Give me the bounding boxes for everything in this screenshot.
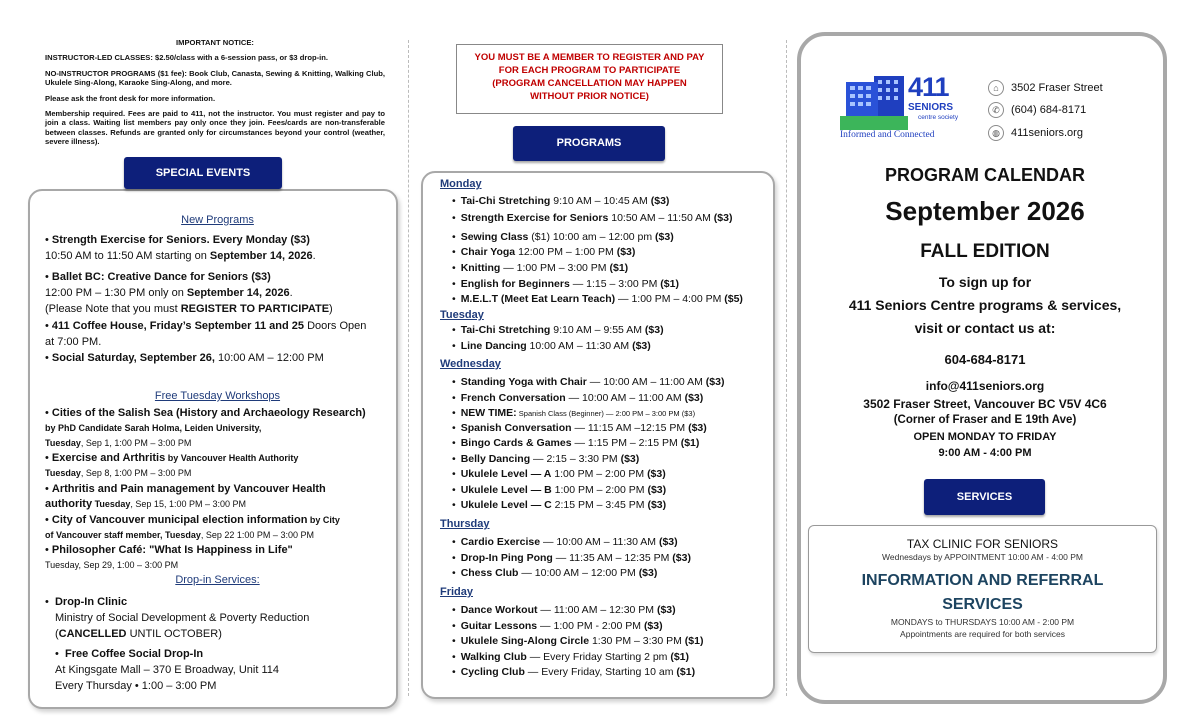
np1-time: 10:50 AM to 11:50 AM starting on xyxy=(45,250,210,262)
np4-title: Social Saturday, September 26, xyxy=(51,352,215,364)
phone-icon: ✆ xyxy=(988,102,1004,118)
column-divider-left xyxy=(408,40,409,696)
workshop-5: • Philosopher Café: "What Is Happiness in Life" Tuesday, Sep 29, 1:00 – 3:00 PM xyxy=(45,543,390,573)
w1-time: , Sep 1, 1:00 PM – 3:00 PM xyxy=(80,438,192,448)
day-wednesday: Wednesday xyxy=(440,358,501,370)
program-item: • Line Dancing 10:00 AM – 11:30 AM ($3) xyxy=(452,340,651,353)
program-item: • M.E.L.T (Meet Eat Learn Teach) — 1:00 PM – 4:00 PM ($5) xyxy=(452,293,743,306)
dropin-clinic: • Drop-In Clinic Ministry of Social Development & Poverty Reduction (CANCELLED UNTIL OCTOBER) xyxy=(45,594,390,642)
program-item: • Guitar Lessons — 1:00 PM - 2:00 PM ($3) xyxy=(452,620,663,633)
contact-address: 3502 Fraser Street xyxy=(1011,82,1103,94)
w1-day: Tuesday xyxy=(45,438,81,448)
program-item: • Tai-Chi Stretching 9:10 AM – 10:45 AM ($3) xyxy=(452,195,669,208)
day-thursday: Thursday xyxy=(440,518,490,530)
new-programs-heading: New Programs xyxy=(181,214,254,226)
np2-time: 12:00 PM – 1:30 PM only on xyxy=(45,287,187,299)
program-item-new-time: • NEW TIME: Spanish Class (Beginner) — 2:00 PM – 3:00 PM ($3) xyxy=(452,407,695,420)
d2-title: Free Coffee Social Drop-In xyxy=(64,648,204,660)
workshop-1: • Cities of the Salish Sea (History and Archaeology Research) by PhD Candidate Sarah Holma, Leiden University, Tuesday, Sep 1, 1:00 PM – 3:00 PM xyxy=(45,407,366,448)
w4-time: , Sep 22 1:00 PM – 3:00 PM xyxy=(200,530,314,540)
day-monday: Monday xyxy=(440,178,482,190)
program-item: • Standing Yoga with Chair — 10:00 AM – 11:00 AM ($3) xyxy=(452,376,724,389)
notice-membership: Membership required. Fees are paid to 411, not the instructor. You must register and pay to join a class. Waiting list members pay only once they join. Fees/cards are non-transferable between classes. Refunds are granted only for circumstances beyond your control (weather, severe illness). xyxy=(45,109,385,147)
workshops-heading: Free Tuesday Workshops xyxy=(154,390,281,402)
w1-title: Cities of the Salish Sea (History and Archaeology Research) xyxy=(51,407,366,419)
info-referral-title-1: INFORMATION AND REFERRAL xyxy=(861,572,1104,589)
signup-line-1: To sign up for xyxy=(938,274,1032,290)
calendar-edition: FALL EDITION xyxy=(920,241,1050,262)
w3-day: Tuesday xyxy=(92,499,131,509)
calendar-month: September 2026 xyxy=(885,196,1085,226)
w5-time: Tuesday, Sep 29, 1:00 – 3:00 PM xyxy=(45,560,179,570)
np4-time: 10:00 AM – 12:00 PM xyxy=(214,352,324,364)
contact-address-row xyxy=(988,80,1103,96)
w3-authority: authority xyxy=(45,498,93,510)
seniors-logo xyxy=(840,72,970,142)
program-item: • Chair Yoga 12:00 PM – 1:00 PM ($3) xyxy=(452,246,635,259)
np2-title: Ballet BC: Creative Dance for Seniors ($3) xyxy=(51,271,271,283)
dropin-heading: Drop-in Services: xyxy=(175,574,260,586)
program-item: • Ukulele Level — C 2:15 PM – 3:45 PM ($3) xyxy=(452,499,666,512)
np2-register: REGISTER TO PARTICIPATE xyxy=(180,303,330,315)
d1-until: UNTIL OCTOBER) xyxy=(126,628,222,640)
program-item: • Walking Club — Every Friday Starting 2 pm ($1) xyxy=(452,651,689,664)
d1-cancelled: CANCELLED xyxy=(58,628,127,640)
np1-date: September 14, 2026 xyxy=(209,250,313,262)
services-label: SERVICES xyxy=(924,479,1045,515)
programs-label: PROGRAMS xyxy=(513,126,665,161)
signup-line-3: visit or contact us at: xyxy=(914,320,1056,336)
contact-phone: (604) 684-8171 xyxy=(1011,104,1087,116)
w2-by: by Vancouver Health Authority xyxy=(165,453,299,463)
np2-note: (Please Note that you must xyxy=(45,303,181,315)
important-notice xyxy=(45,38,385,153)
program-item: • Drop-In Ping Pong — 11:35 AM – 12:35 PM ($3) xyxy=(452,552,691,565)
np3-title: 411 Coffee House xyxy=(51,320,144,332)
program-item: • Tai-Chi Stretching 9:10 AM – 9:55 AM ($3) xyxy=(452,324,664,337)
info-referral-title-2: SERVICES xyxy=(942,596,1023,613)
program-item: • Knitting — 1:00 PM – 3:00 PM ($1) xyxy=(452,262,628,275)
logo-name: SENIORS xyxy=(908,102,954,113)
contact-website[interactable]: 411seniors.org xyxy=(1011,127,1083,139)
logo-sub: centre society xyxy=(918,114,959,121)
special-events-label: SPECIAL EVENTS xyxy=(124,157,282,189)
w4-title: City of Vancouver municipal election information xyxy=(51,514,308,526)
calendar-email[interactable]: info@411seniors.org xyxy=(925,379,1045,393)
program-item: • Bingo Cards & Games — 1:15 PM – 2:15 PM ($1) xyxy=(452,437,699,450)
calendar-corner: (Corner of Fraser and E 19th Ave) xyxy=(893,414,1077,426)
program-item: • Cycling Club — Every Friday, Starting 10 am ($1) xyxy=(452,666,695,679)
workshop-2: • Exercise and Arthritis by Vancouver Health Authority Tuesday, Sep 8, 1:00 PM – 3:00 PM xyxy=(45,452,299,478)
member-line-3: (PROGRAM CANCELLATION MAY HAPPEN xyxy=(492,78,687,89)
w2-time: , Sep 8, 1:00 PM – 3:00 PM xyxy=(80,468,192,478)
column-divider-right xyxy=(786,40,787,696)
workshop-4: • City of Vancouver municipal election information by City of Vancouver staff member, Tuesday, Sep 22 1:00 PM – 3:00 PM xyxy=(45,514,340,540)
logo-tagline: Informed and Connected xyxy=(840,130,935,140)
member-line-2: FOR EACH PROGRAM TO PARTICIPATE xyxy=(498,65,681,76)
day-friday: Friday xyxy=(440,586,474,598)
new-program-3: • 411 Coffee House, Friday’s September 11 and 25 Doors Open at 7:00 PM. xyxy=(45,318,390,350)
new-program-2: • Ballet BC: Creative Dance for Seniors ($3) 12:00 PM – 1:30 PM only on September 14, 2026. (Please Note that you must REGISTER TO PARTICIPATE) xyxy=(45,271,333,315)
program-item: • French Conversation — 10:00 AM – 11:00 AM ($3) xyxy=(452,392,703,405)
logo-number: 411 xyxy=(908,72,949,102)
program-item: • Chess Club — 10:00 AM – 12:00 PM ($3) xyxy=(452,567,657,580)
workshop-3: • Arthritis and Pain management by Vancouver Health authority Tuesday, Sep 15, 1:00 PM – 3:00 PM xyxy=(45,483,326,510)
signup-line-2: 411 Seniors Centre programs & services, xyxy=(848,297,1122,313)
notice-no-instructor: NO-INSTRUCTOR PROGRAMS ($1 fee): Book Club, Canasta, Sewing & Knitting, Walking Club, Ukulele Sing-Along, Karaoke Sing-Along, and more. xyxy=(45,68,385,88)
contact-web-row[interactable] xyxy=(988,125,1083,141)
contact-phone-row xyxy=(988,102,1086,118)
w4-staff: of Vancouver staff member, Tuesday xyxy=(45,530,201,540)
calendar-address: 3502 Fraser Street, Vancouver BC V5V 4C6 xyxy=(863,397,1107,411)
new-program-1: • Strength Exercise for Seniors. Every Monday ($3) 10:50 AM to 11:50 AM starting on September 14, 2026. xyxy=(45,234,316,262)
w2-day: Tuesday xyxy=(45,468,81,478)
info-referral-note: Appointments are required for both services xyxy=(900,629,1065,639)
program-item: • Ukulele Level — A 1:00 PM – 2:00 PM ($3) xyxy=(452,468,666,481)
program-item: • Belly Dancing — 2:15 – 3:30 PM ($3) xyxy=(452,453,639,466)
d1-ministry: Ministry of Social Development & Poverty Reduction xyxy=(55,612,310,624)
np3-dates-a: , Friday’s September 11 and 25 xyxy=(143,320,305,332)
calendar-open: OPEN MONDAY TO FRIDAY xyxy=(913,431,1057,443)
w1-by: by PhD Candidate Sarah Holma, Leiden University, xyxy=(45,423,262,433)
globe-icon: ◍ xyxy=(988,125,1004,141)
tax-clinic-title: TAX CLINIC FOR SENIORS xyxy=(906,537,1059,551)
dropin-coffee: • Free Coffee Social Drop-In At Kingsgate Mall – 370 E Broadway, Unit 114 Every Thursday • 1:00 – 3:00 PM xyxy=(45,646,390,694)
member-notice xyxy=(456,44,723,114)
program-item: • Sewing Class ($1) 10:00 am – 12:00 pm ($3) xyxy=(452,231,674,244)
program-item: • Strength Exercise for Seniors 10:50 AM – 11:50 AM ($3) xyxy=(452,212,732,225)
calendar-heading: PROGRAM CALENDAR xyxy=(885,165,1085,185)
w4-by: by City xyxy=(307,515,340,525)
program-item: • Dance Workout — 11:00 AM – 12:30 PM ($3) xyxy=(452,604,676,617)
w5-title: Philosopher Café: "What Is Happiness in Life" xyxy=(51,544,293,556)
np1-title: Strength Exercise for Seniors. Every Monday ($3) xyxy=(51,234,310,246)
member-line-1: YOU MUST BE A MEMBER TO REGISTER AND PAY xyxy=(474,52,705,63)
program-item: • Spanish Conversation — 11:15 AM –12:15 PM ($3) xyxy=(452,422,707,435)
info-referral-time: MONDAYS to THURSDAYS 10:00 AM - 2:00 PM xyxy=(890,617,1075,627)
np3-doors: Doors Open xyxy=(304,320,367,332)
member-line-4: WITHOUT PRIOR NOTICE) xyxy=(530,91,649,102)
day-tuesday: Tuesday xyxy=(440,309,484,321)
notice-front-desk: Please ask the front desk for more information. xyxy=(45,93,216,103)
np3-time: at 7:00 PM. xyxy=(45,336,102,348)
calendar-hours: 9:00 AM - 4:00 PM xyxy=(938,447,1032,459)
d2-time: Every Thursday • 1:00 – 3:00 PM xyxy=(55,680,217,692)
np2-date: September 14, 2026 xyxy=(186,287,290,299)
program-item: • Ukulele Level — B 1:00 PM – 2:00 PM ($3) xyxy=(452,484,666,497)
w3-title: Arthritis and Pain management by Vancouver Health xyxy=(51,483,326,495)
home-icon: ⌂ xyxy=(988,80,1004,96)
program-item: • Cardio Exercise — 10:00 AM – 11:30 AM ($3) xyxy=(452,536,678,549)
program-item: • English for Beginners — 1:15 – 3:00 PM ($1) xyxy=(452,278,679,291)
program-item: • Ukulele Sing-Along Circle 1:30 PM – 3:30 PM ($1) xyxy=(452,635,703,648)
w2-title: Exercise and Arthritis xyxy=(51,452,166,464)
tax-clinic-time: Wednesdays by APPOINTMENT 10:00 AM - 4:00 PM xyxy=(882,552,1083,562)
d1-title: Drop-In Clinic xyxy=(54,596,128,608)
d2-location: At Kingsgate Mall – 370 E Broadway, Unit 114 xyxy=(55,664,279,676)
notice-title: IMPORTANT NOTICE: xyxy=(176,38,254,47)
w3-time: , Sep 15, 1:00 PM – 3:00 PM xyxy=(130,499,246,509)
new-program-4: • Social Saturday, September 26, 10:00 AM – 12:00 PM xyxy=(45,352,324,364)
notice-instructor: INSTRUCTOR-LED CLASSES: $2.50/class with a 6-session pass, or $3 drop-in. xyxy=(45,53,329,63)
calendar-phone: 604-684-8171 xyxy=(944,352,1026,367)
